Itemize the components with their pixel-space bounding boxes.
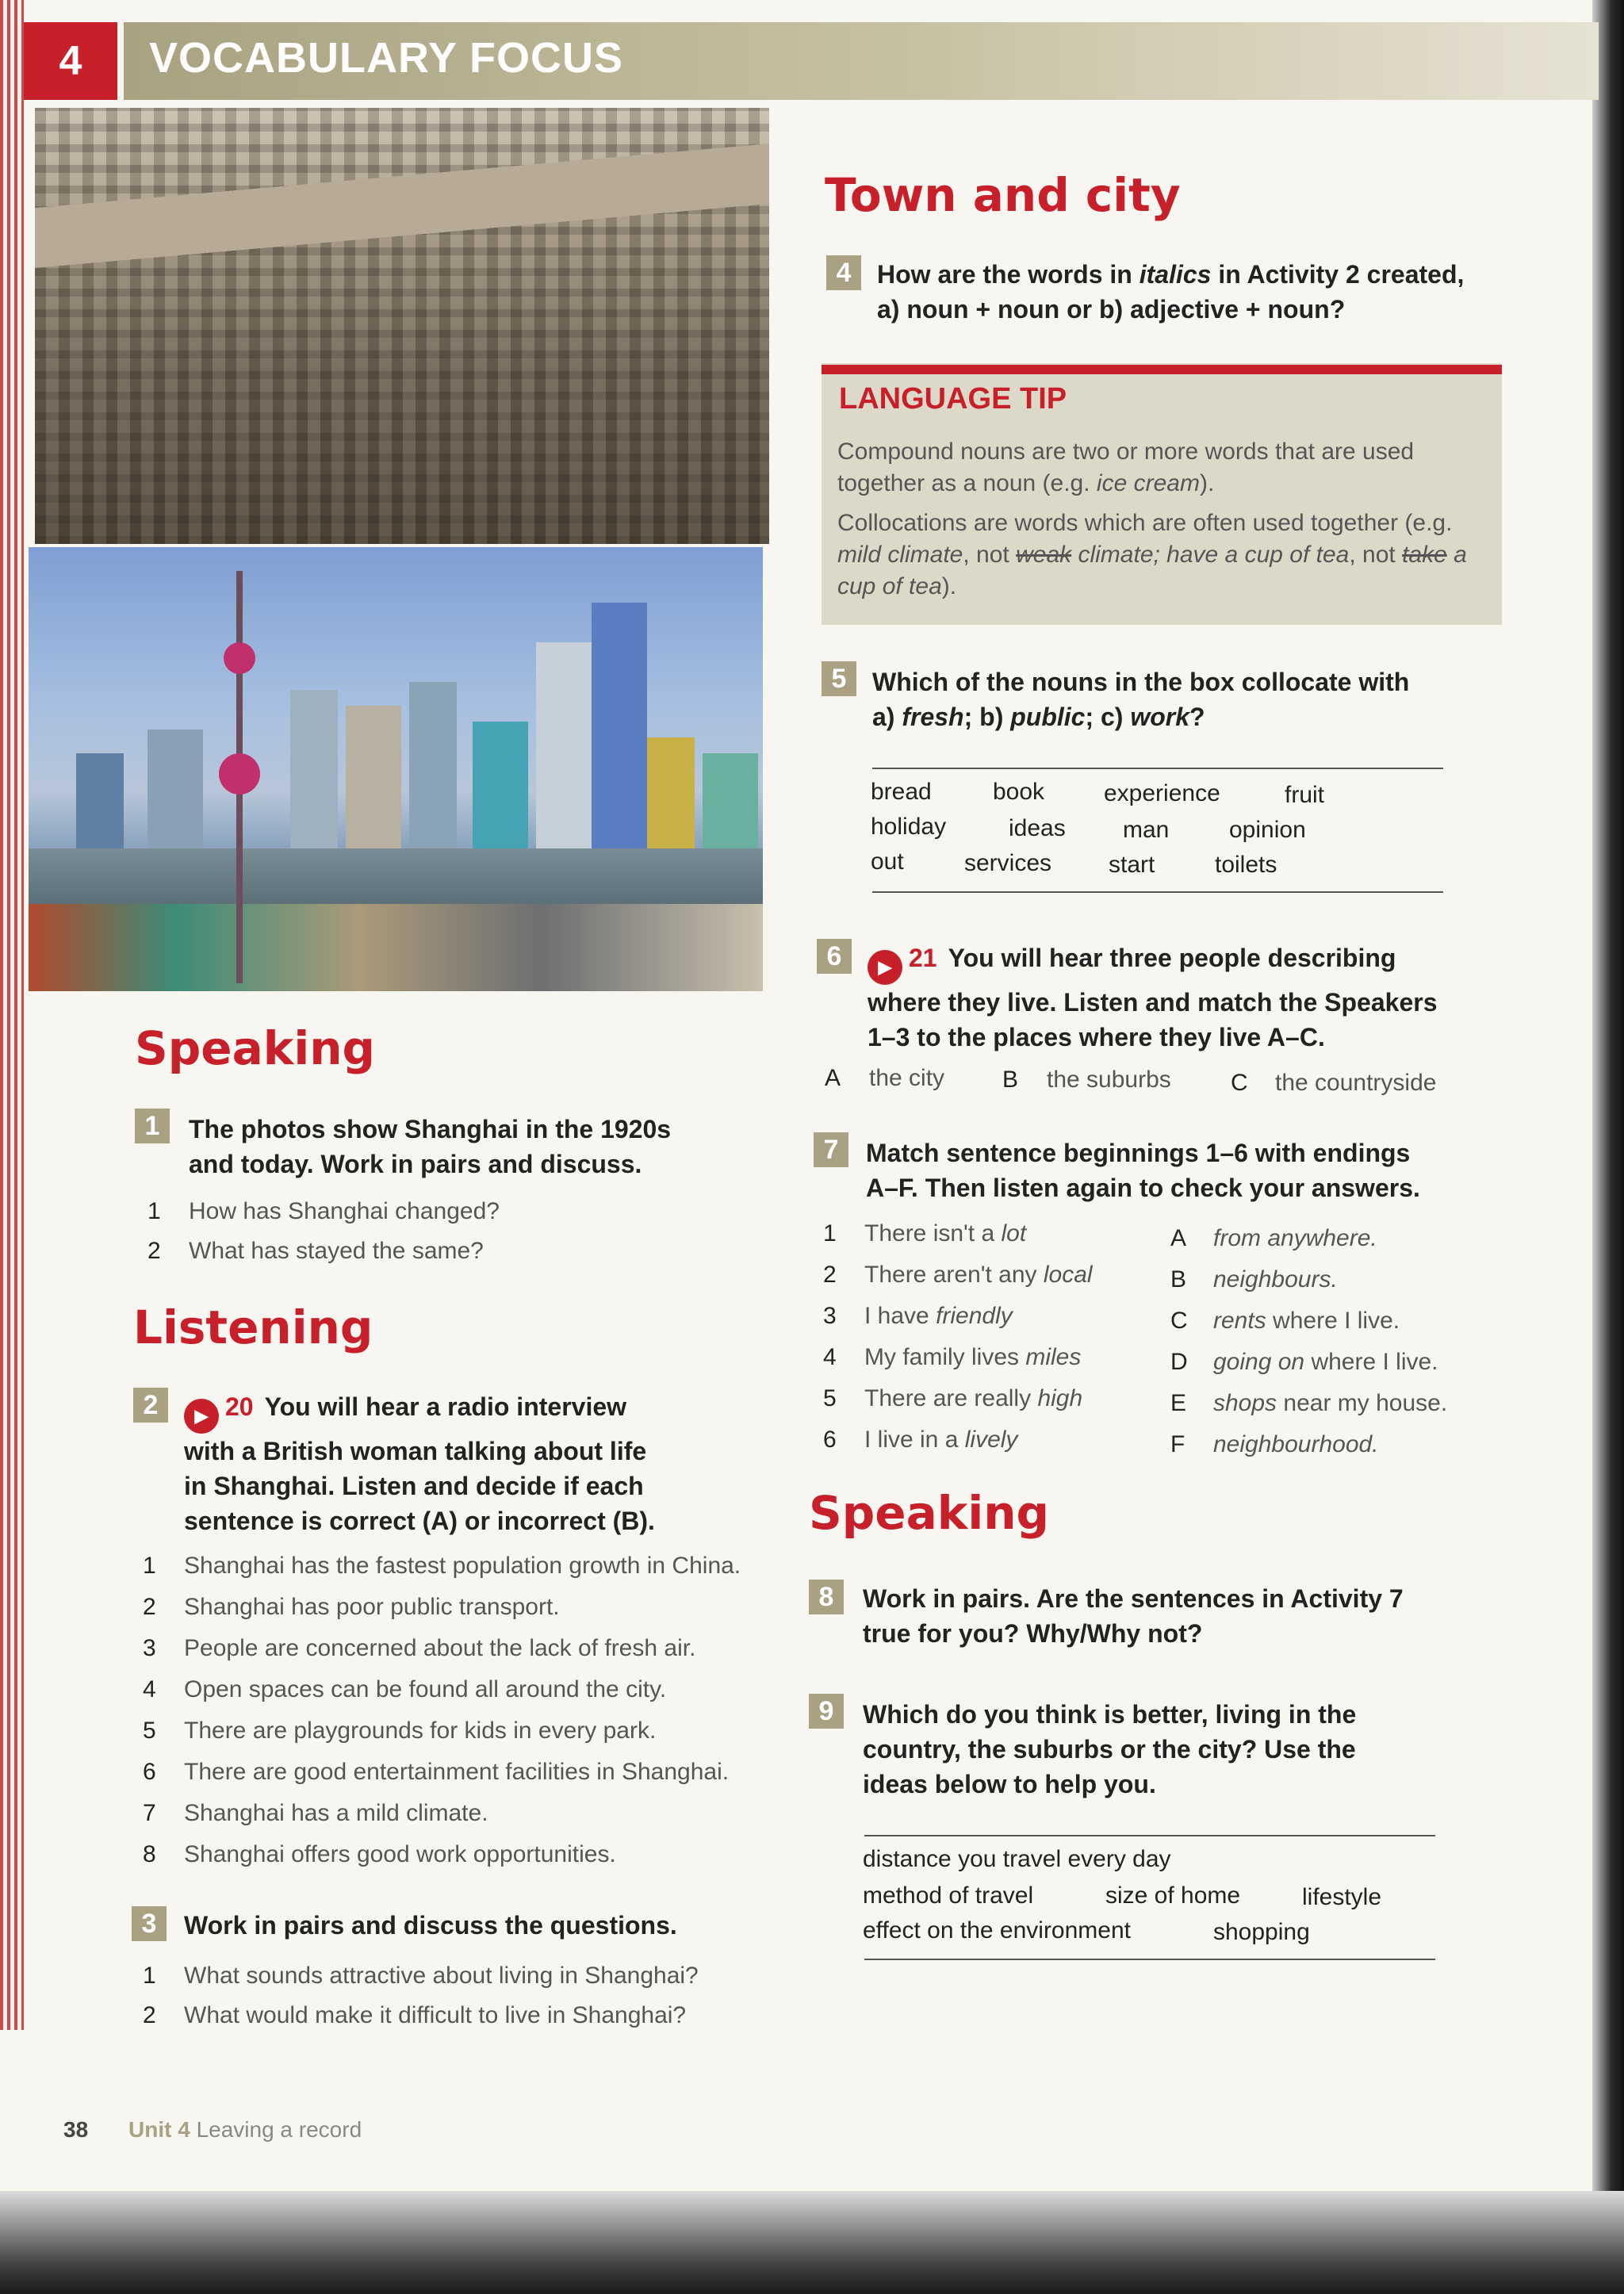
activity-8-question: Work in pairs. Are the sentences in Activity 7 true for you? Why/Why not? <box>863 1584 1404 1648</box>
word-box-item: ideas <box>1009 815 1066 841</box>
photo-shanghai-1920s <box>35 108 769 544</box>
activity-4-badge: 4 <box>826 255 861 290</box>
language-tip-compound: Compound nouns are two or more words that are used together as a noun (e.g. ice cream). <box>837 439 1415 496</box>
idea-item: size of home <box>1105 1882 1241 1909</box>
ideas-box-bottom-rule <box>864 1959 1435 1960</box>
page-edge-stripes <box>0 0 24 2030</box>
activity-9-badge: 9 <box>809 1694 844 1729</box>
activity-1-question: The photos show Shanghai in the 1920s and today. Work in pairs and discuss. <box>189 1115 672 1178</box>
photo-shanghai-today <box>29 547 763 991</box>
activity-6-question: ▶ 21 You will hear three people describing where they live. Listen and match the Speakers 1–3 to the places where they live A–C. <box>868 944 1438 1051</box>
word-box-item: man <box>1123 817 1170 843</box>
word-box-item: bread <box>871 779 932 805</box>
word-box-item: toilets <box>1215 852 1277 878</box>
activity-6-badge: 6 <box>817 939 852 974</box>
activity-8-badge: 8 <box>809 1580 844 1614</box>
speaking-heading-2: Speaking <box>809 1486 1050 1540</box>
activity-1-badge: 1 <box>135 1109 170 1143</box>
activity-9-question: Which do you think is better, living in the country, the suburbs or the city? Use the ideas below to help you. <box>863 1700 1357 1798</box>
activity-3-question: Work in pairs and discuss the questions. <box>184 1911 677 1940</box>
listening-heading: Listening <box>133 1300 373 1354</box>
activity-5-badge: 5 <box>822 661 856 696</box>
play-audio-icon[interactable]: ▶ <box>184 1399 219 1434</box>
activity-4-question: How are the words in italics in Activity 2 created, a) noun + noun or b) adjective + noun? <box>877 260 1465 324</box>
language-tip-title: LANGUAGE TIP <box>839 382 1067 416</box>
word-box-item: opinion <box>1229 817 1306 843</box>
word-box-item: holiday <box>871 814 947 840</box>
word-box-item: start <box>1109 852 1155 878</box>
word-box-item: services <box>964 850 1052 876</box>
activity-2-badge: 2 <box>133 1388 168 1423</box>
page-title: VOCABULARY FOCUS <box>149 34 624 82</box>
page-number: 38 <box>63 2117 89 2142</box>
footer-unit: Unit 4 Leaving a record <box>128 2117 362 2142</box>
activity-7-badge: 7 <box>814 1132 848 1167</box>
activity-3-badge: 3 <box>132 1906 167 1941</box>
idea-item: effect on the environment <box>863 1917 1131 1944</box>
word-box-bottom-rule <box>872 891 1443 893</box>
word-box-item: book <box>993 779 1045 805</box>
language-tip-collocations: Collocations are words which are often used together (e.g. mild climate, not weak climate; have a cup of tea, not take a cup of tea). <box>837 510 1467 599</box>
ideas-box-top-rule <box>864 1835 1435 1836</box>
speaking-heading: Speaking <box>135 1021 376 1075</box>
word-box-item: experience <box>1104 780 1220 806</box>
idea-item: shopping <box>1213 1919 1310 1945</box>
scan-edge-bottom <box>0 2191 1624 2294</box>
idea-item: lifestyle <box>1302 1884 1382 1910</box>
scan-edge-right <box>1592 0 1624 2294</box>
language-tip-bar <box>822 365 1502 374</box>
word-box-item: out <box>871 848 904 875</box>
activity-7-question: Match sentence beginnings 1–6 with endings A–F. Then listen again to check your answers. <box>866 1139 1420 1202</box>
activity-5-question: Which of the nouns in the box collocate with a) fresh; b) public; c) work? <box>872 668 1410 731</box>
unit-number: 4 <box>24 22 117 100</box>
idea-item: distance you travel every day <box>863 1846 1171 1872</box>
play-audio-icon[interactable]: ▶ <box>868 950 902 985</box>
word-box-item: fruit <box>1285 782 1325 808</box>
activity-2-question: ▶ 20 You will hear a radio interview with a British woman talking about life in Shanghai. Listen and decide if each sentence is correct (A) or incorrect (B). <box>184 1392 655 1535</box>
word-box-top-rule <box>872 768 1443 769</box>
town-and-city-heading: Town and city <box>825 168 1181 222</box>
idea-item: method of travel <box>863 1882 1034 1909</box>
